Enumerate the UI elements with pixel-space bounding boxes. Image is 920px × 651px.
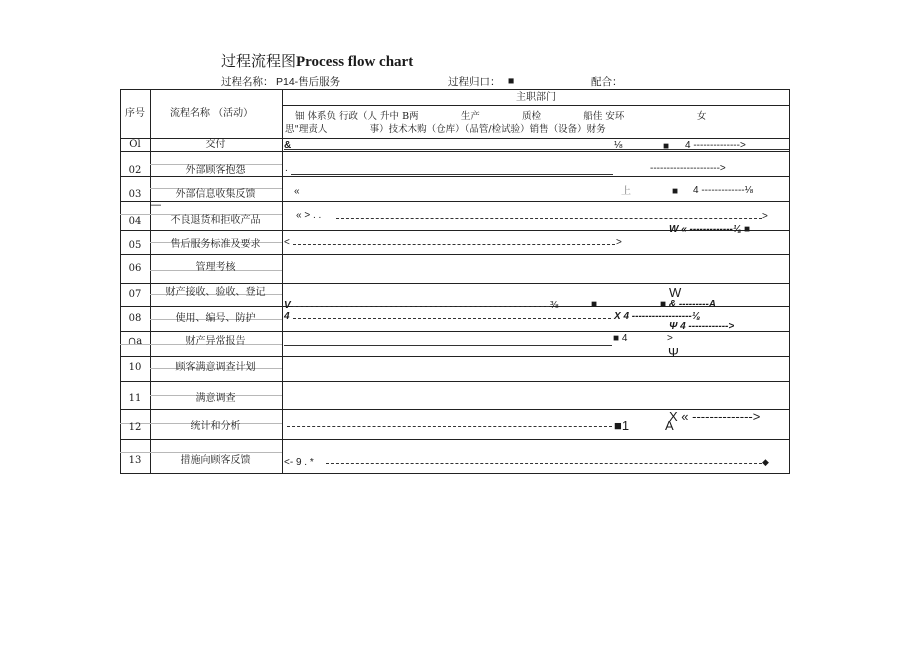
- row-no: Ol: [129, 139, 141, 150]
- row-no: 12: [128, 422, 142, 433]
- row-no: 06: [128, 263, 142, 274]
- title-en: Process flow chart: [296, 54, 414, 70]
- row-name: 顾客满意调查计划: [175, 362, 256, 373]
- flow-dashed-line: [287, 426, 612, 427]
- col-header-no: 序号: [125, 108, 145, 119]
- row-name: 措施向顾客反馈: [180, 455, 251, 466]
- row-no: 05: [128, 240, 142, 251]
- flow-arrow: 4 -------------⅛: [693, 185, 753, 196]
- flow-square-marker: ■: [591, 299, 598, 310]
- row-name: 外部信息收集反馈: [175, 189, 256, 200]
- process-name-label: 过程名称：: [221, 76, 274, 88]
- row-divider: [120, 151, 790, 152]
- dept-header: 主职部门: [516, 92, 556, 103]
- flow-start-mark: &: [284, 140, 292, 151]
- row-name: 交付: [205, 139, 226, 150]
- column-divider: [282, 89, 283, 474]
- flow-start-mark: V: [284, 300, 291, 311]
- row-divider: [120, 176, 790, 177]
- row-subline: [120, 452, 282, 453]
- row-no: 07: [128, 289, 142, 300]
- row-no: 11: [128, 393, 142, 404]
- flow-arrow: ■ & ---------A: [660, 299, 717, 310]
- owner-mark: ■: [508, 75, 515, 87]
- row-no: 02: [128, 165, 142, 176]
- flow-dashed-line: [326, 463, 762, 464]
- flow-arrow-head: >: [616, 237, 622, 248]
- row-divider: [120, 283, 790, 284]
- flow-arrow: 4 -------------->: [685, 140, 746, 151]
- flow-dashed-line: [293, 244, 615, 245]
- flow-arrow-head: >: [762, 211, 768, 222]
- row-no: 03: [128, 189, 142, 200]
- flow-arrow: W « -------------⅛ ■: [669, 224, 751, 235]
- row-no: 08: [128, 313, 142, 324]
- row-name: 外部顾客抱怨: [185, 165, 246, 176]
- cooperate-label: 配合：: [591, 76, 623, 88]
- flow-start-mark: «: [294, 186, 300, 197]
- row-name: 管理考核: [195, 262, 236, 273]
- dept-list-line2: 思"理责人 事）技术木购（仓库）（品管/检试验）销售（设备）财务: [285, 124, 606, 135]
- flow-end-mark: ◆: [762, 457, 769, 467]
- flow-square-marker: ■1: [614, 418, 630, 433]
- row-divider: [120, 381, 790, 382]
- flow-start-mark: 4: [284, 311, 290, 322]
- flow-square-marker: ■: [672, 186, 679, 197]
- row-divider: [120, 201, 790, 202]
- flow-dashed-line: [293, 306, 549, 307]
- flow-arrow: --------------------->: [650, 163, 726, 174]
- row-name: 财产异常报告: [185, 336, 246, 347]
- flow-start-mark: « > . .: [296, 210, 322, 221]
- flow-mark: ⅜: [550, 300, 559, 311]
- flow-line: [291, 174, 613, 175]
- flow-arrow-head: >: [667, 333, 673, 344]
- flow-start-mark: <- 9 . *: [284, 457, 314, 468]
- flow-mark: A: [665, 418, 674, 433]
- col-header-name: 流程名称 （活动）: [170, 108, 254, 119]
- row-no: 13: [128, 455, 142, 466]
- row-no: 10: [128, 362, 142, 373]
- row-divider: [120, 356, 790, 357]
- flow-arrow-head: <: [284, 237, 290, 248]
- dept-header-divider: [282, 105, 790, 106]
- dept-list-line1: 钿 体系负 行政（人 升中 B两 生产 质检 船佳 安环 女: [295, 111, 707, 122]
- row-name: 财产接收、验收、登记: [165, 287, 266, 298]
- flow-arrow: X « -------------->: [669, 409, 761, 424]
- flow-mark: ⅛: [614, 140, 623, 151]
- flow-mark: W: [669, 285, 682, 300]
- row-name: 统计和分析: [190, 421, 241, 432]
- flow-dashed-line: [336, 218, 762, 219]
- process-name-value: P14-售后服务: [276, 76, 341, 88]
- flow-mark: Ψ: [668, 345, 679, 360]
- dash-mark: —: [150, 199, 161, 211]
- flow-square-marker: ■: [663, 141, 670, 152]
- row-name: 售后服务标准及要求: [170, 239, 261, 250]
- flow-dashed-line: [293, 318, 611, 319]
- flow-start-mark: .: [285, 163, 288, 174]
- row-divider: [120, 254, 790, 255]
- flow-square-marker: ■ 4: [613, 333, 628, 344]
- row-divider: [120, 439, 790, 440]
- row-name: 使用、编号、防护: [175, 313, 256, 324]
- owner-label: 过程归口：: [448, 76, 501, 88]
- row-name: 满意调查: [195, 393, 236, 404]
- title-cn: 过程流程图: [221, 52, 297, 70]
- row-no: ∩a: [127, 336, 143, 347]
- flow-arrow: Ψ 4 ------------>: [669, 321, 735, 332]
- flow-line: [284, 345, 612, 346]
- flow-label: 上: [621, 186, 631, 197]
- flow-arrow: X 4 ------------------⅛: [614, 311, 701, 322]
- row-no: 04: [128, 216, 142, 227]
- row-name: 不良退货和拒收产品: [170, 215, 261, 226]
